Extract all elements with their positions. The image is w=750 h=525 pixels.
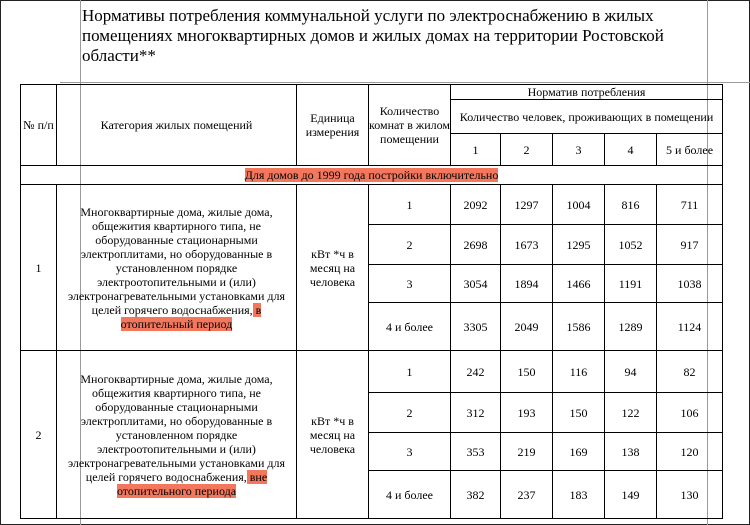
value-cell: 1466 (553, 265, 605, 303)
value-cell: 1052 (605, 225, 657, 265)
value-cell: 94 (605, 351, 657, 393)
section-row (21, 166, 723, 185)
value-cell: 917 (657, 225, 723, 265)
category-text: Многоквартирные дома, жилые дома, общежития квартирного типа, не оборудованные стационарными электроплитами, но оборудованные в установленном порядке электроотопительными и (или) электронагревательными установками для целей горячего водоснабжения, (67, 371, 286, 484)
value-cell: 242 (451, 351, 501, 393)
value-cell: 150 (501, 351, 553, 393)
rooms-cell: 4 и более (369, 303, 451, 351)
value-cell: 1289 (605, 303, 657, 351)
header-num: № п/п (21, 85, 57, 166)
value-cell: 1038 (657, 265, 723, 303)
header-category: Категория жилых помещений (57, 85, 297, 166)
value-cell: 1124 (657, 303, 723, 351)
rooms-cell: 3 (369, 265, 451, 303)
value-cell: 711 (657, 185, 723, 225)
header-norm: Норматив потребления (451, 85, 723, 100)
value-cell: 1191 (605, 265, 657, 303)
rooms-cell: 3 (369, 433, 451, 471)
value-cell: 106 (657, 393, 723, 433)
margin-guide-top (60, 82, 750, 83)
value-cell: 120 (657, 433, 723, 471)
value-cell: 193 (501, 393, 553, 433)
value-cell: 3305 (451, 303, 501, 351)
rooms-cell: 4 и более (369, 471, 451, 519)
header-people-col: 5 и более (657, 134, 723, 166)
value-cell: 138 (605, 433, 657, 471)
value-cell: 183 (553, 471, 605, 519)
value-cell: 130 (657, 471, 723, 519)
header-people: Количество человек, проживающих в помещении (451, 100, 723, 134)
category-text: Многоквартирные дома, жилые дома, общежития квартирного типа, не оборудованные стационарными электроплитами, но оборудованные в установленном порядке электроотопительными и (или) электронагревательными установками для целей горячего водоснабжения, (67, 204, 286, 317)
header-people-col: 3 (553, 134, 605, 166)
group-unit: кВт *ч в месяц на человека (297, 351, 369, 519)
value-cell: 219 (501, 433, 553, 471)
group-number: 2 (21, 351, 57, 519)
value-cell: 82 (657, 351, 723, 393)
group-unit: кВт *ч в месяц на человека (297, 185, 369, 351)
value-cell: 2698 (451, 225, 501, 265)
header-unit: Единица измерения (297, 85, 369, 166)
document-title: Нормативы потребления коммунальной услуги по электроснабжению в жилых помещениях многоквартирных домов и жилых домах на территории Ростовской области** (82, 6, 664, 65)
rooms-cell: 2 (369, 393, 451, 433)
rooms-cell: 1 (369, 185, 451, 225)
rooms-cell: 1 (369, 351, 451, 393)
value-cell: 149 (605, 471, 657, 519)
section-label: Для домов до 1999 года постройки включительно (244, 168, 499, 182)
header-people-col: 2 (501, 134, 553, 166)
category-highlight: вне отопительного периода (116, 469, 268, 498)
group-number: 1 (21, 185, 57, 351)
value-cell: 169 (553, 433, 605, 471)
value-cell: 122 (605, 393, 657, 433)
value-cell: 312 (451, 393, 501, 433)
category-highlight: в отопительный период (120, 302, 262, 331)
value-cell: 237 (501, 471, 553, 519)
group-category (57, 351, 297, 519)
value-cell: 116 (553, 351, 605, 393)
header-people-col: 1 (451, 134, 501, 166)
value-cell: 2092 (451, 185, 501, 225)
value-cell: 2049 (501, 303, 553, 351)
value-cell: 1894 (501, 265, 553, 303)
header-rooms: Количество комнат в жилом помещении (369, 85, 451, 166)
value-cell: 382 (451, 471, 501, 519)
group-category (57, 185, 297, 351)
rooms-cell: 2 (369, 225, 451, 265)
header-people-col: 4 (605, 134, 657, 166)
value-cell: 1004 (553, 185, 605, 225)
value-cell: 1295 (553, 225, 605, 265)
value-cell: 3054 (451, 265, 501, 303)
value-cell: 1297 (501, 185, 553, 225)
value-cell: 353 (451, 433, 501, 471)
value-cell: 1586 (553, 303, 605, 351)
value-cell: 150 (553, 393, 605, 433)
value-cell: 816 (605, 185, 657, 225)
norms-table (20, 84, 723, 519)
value-cell: 1673 (501, 225, 553, 265)
